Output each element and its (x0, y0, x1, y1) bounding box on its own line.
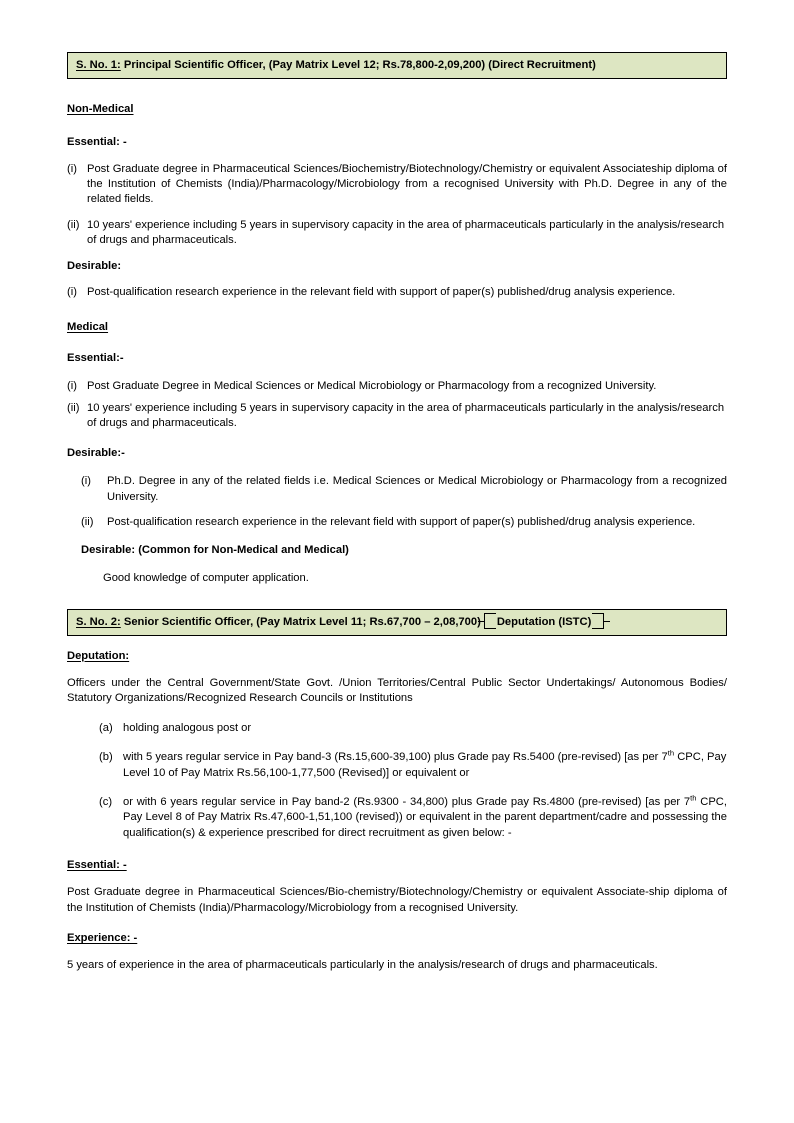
deputation-heading: Deputation: (67, 649, 130, 662)
list-marker: (c) (99, 795, 113, 808)
list-text: Post Graduate Degree in Medical Sciences or Medical Microbiology or Pharmacology from a recognized University. (87, 380, 657, 393)
list-marker: (ii) (67, 218, 80, 231)
non-medical-heading: Non-Medical (67, 103, 134, 115)
list-marker: (i) (67, 286, 77, 299)
list-marker: (ii) (67, 401, 80, 414)
section-1-sno-label: S. No. 1: (76, 59, 121, 71)
list-item (67, 379, 727, 394)
section-1-title: Principal Scientific Officer, (Pay Matrix Level 12; Rs.78,800-2,09,200) (Direct Recruitment) (120, 59, 596, 71)
callout-right-tail-icon (604, 621, 610, 622)
medical-heading: Medical (67, 320, 109, 333)
list-text: 10 years' experience including 5 years in supervisory capacity in the area of pharmaceuticals particularly in the analysis/research of drugs and pharmaceuticals. (87, 218, 725, 247)
deputation-callout-annotation (484, 615, 604, 629)
list-text: Post Graduate degree in Pharmaceutical Sciences/Biochemistry/Biotechnology/Chemistry or equivalent Associateship diploma of the Institution of Chemists (India)/Pharmacology/Microbiology from a recognised University with Ph.D. Degree in any of the related fields. (87, 162, 727, 206)
callout-label: Deputation (ISTC) (496, 615, 592, 628)
section-2-title: Senior Scientific Officer, (Pay Matrix Level 11; Rs.67,700 – 2,08,700) (120, 615, 481, 628)
list-marker: (ii) (81, 516, 94, 529)
list-text: Ph.D. Degree in any of the related fields i.e. Medical Sciences or Medical Microbiology or Pharmacology from a recognized University. (107, 475, 727, 503)
section-1-medical-essential-heading: Essential:- (67, 351, 124, 364)
section-1-header-bar (67, 52, 727, 79)
list-item (99, 795, 727, 841)
section-2-experience-text: 5 years of experience in the area of pharmaceuticals particularly in the analysis/research of drugs and pharmaceuticals. (67, 959, 658, 972)
common-desirable-text: Good knowledge of computer application. (103, 572, 309, 585)
section-1-essential-heading: Essential: - (67, 136, 127, 148)
list-text: 10 years' experience including 5 years in supervisory capacity in the area of pharmaceuticals particularly in the analysis/research of drugs and pharmaceuticals. (87, 401, 725, 430)
list-item (67, 401, 727, 432)
common-desirable-heading: Desirable: (Common for Non-Medical and Medical) (81, 543, 349, 556)
list-item (81, 515, 727, 530)
list-marker: (b) (99, 751, 113, 764)
section-2-essential-heading: Essential: - (67, 859, 127, 872)
list-marker: (i) (81, 475, 91, 488)
list-text: with 5 years regular service in Pay band-3 (Rs.15,600-39,100) plus Grade pay Rs.5400 (pre-revised) [as per 7th CPC, Pay Level 10 of Pay Matrix Rs.56,100-1,77,500 (Revised)] or equivalent or (123, 748, 727, 779)
section-1-desirable-heading: Desirable: (67, 259, 122, 272)
section-2-header-bar (67, 609, 727, 636)
section-2-essential-text: Post Graduate degree in Pharmaceutical Sciences/Bio-chemistry/Biotechnology/Chemistry or equivalent Associate-ship diploma of the Institution of Chemists (India)/Pharmacology/Microbiology from a recognised University. (67, 886, 727, 914)
list-text: Post-qualification research experience in the relevant field with support of paper(s) published/drug analysis experience. (87, 286, 676, 299)
list-item (67, 218, 727, 249)
list-text: Post-qualification research experience in the relevant field with support of paper(s) published/drug analysis experience. (107, 516, 696, 529)
section-1-medical-desirable-heading: Desirable:- (67, 446, 125, 459)
list-item (67, 162, 727, 208)
list-item (99, 721, 727, 736)
list-item (67, 285, 727, 300)
list-item (81, 474, 727, 505)
section-2-sno-label: S. No. 2: (76, 615, 121, 628)
callout-left-bracket-icon (484, 613, 496, 629)
callout-right-bracket-icon (592, 613, 604, 629)
list-marker: (i) (67, 380, 77, 393)
list-marker: (i) (67, 162, 77, 175)
section-2-experience-heading: Experience: - (67, 932, 138, 945)
list-marker: (a) (99, 721, 113, 734)
deputation-intro-text: Officers under the Central Government/State Govt. /Union Territories/Central Public Sector Undertakings/ Autonomous Bodies/ Statutory Organizations/Recognized Research Councils or Institutions (67, 676, 727, 705)
list-item (99, 750, 727, 781)
list-text: or with 6 years regular service in Pay band-2 (Rs.9300 - 34,800) plus Grade pay Rs.4800 (pre-revised) [as per 7th CPC, Pay Level 8 of Pay Matrix Rs.47,600-1,51,100 (revised)) or equivalent in the parent department/cadre and possessing the qualification(s) & experience prescribed for direct recruitment as given below: - (123, 793, 727, 839)
list-text: holding analogous post or (123, 721, 252, 734)
document-content (67, 52, 727, 974)
